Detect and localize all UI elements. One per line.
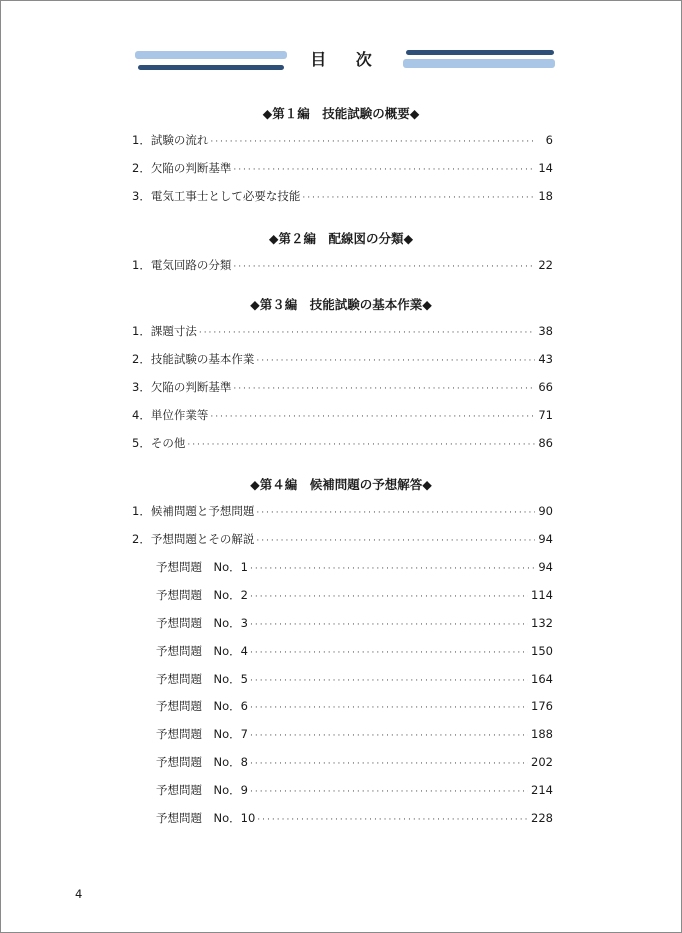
toc-entry[interactable] [132, 351, 553, 367]
toc-entry-label: 3．電気工事士として必要な技能 [132, 189, 301, 203]
toc-entry-label: 4．単位作業等 [132, 408, 209, 422]
toc-entry-label: 予想問題 No．2 [156, 588, 248, 602]
toc-entry[interactable] [132, 160, 553, 176]
toc-entry-page: 164 [531, 672, 553, 686]
toc-sub-entry[interactable] [156, 671, 553, 687]
toc-entry-label: 1．試験の流れ [132, 133, 209, 147]
dot-leader [250, 645, 528, 661]
dot-leader [302, 190, 535, 206]
toc-entry-page: 14 [538, 161, 553, 175]
toc-entry-page: 86 [538, 436, 553, 450]
dot-leader [250, 673, 528, 689]
section-heading-2: ◆第２編 配線図の分類◆ [268, 231, 414, 246]
toc-entry-page: 132 [531, 616, 553, 630]
dot-leader [250, 589, 528, 605]
toc-entry-label: 1．電気回路の分類 [132, 258, 232, 272]
toc-sub-entry[interactable] [156, 559, 553, 575]
toc-entry-label: 予想問題 No．10 [156, 811, 256, 825]
toc-entry-label: 予想問題 No．9 [156, 783, 248, 797]
dot-leader [256, 505, 535, 521]
toc-entry-page: 176 [531, 699, 553, 713]
title-header [1, 45, 681, 75]
toc-entry-page: 228 [531, 811, 553, 825]
toc-entry[interactable] [132, 407, 553, 423]
toc-entry-page: 6 [545, 133, 553, 147]
toc-entry-page: 94 [538, 560, 553, 574]
dot-leader [257, 812, 528, 828]
dot-leader [233, 381, 535, 397]
toc-entry-label: 予想問題 No．3 [156, 616, 248, 630]
toc-entry-label: 予想問題 No．6 [156, 699, 248, 713]
dot-leader [187, 437, 535, 453]
toc-entry-page: 18 [538, 189, 553, 203]
toc-entry-label: 2．技能試験の基本作業 [132, 352, 255, 366]
toc-entry-page: 66 [538, 380, 553, 394]
toc-entry-label: 1．課題寸法 [132, 324, 197, 338]
toc-entry-page: 71 [538, 408, 553, 422]
dot-leader [256, 353, 535, 369]
toc-sub-entry[interactable] [156, 587, 553, 603]
section-heading-4: ◆第４編 候補問題の予想解答◆ [250, 477, 432, 492]
toc-sub-entry[interactable] [156, 726, 553, 742]
dot-leader [250, 784, 528, 800]
toc-entry-page: 188 [531, 727, 553, 741]
toc-entry-page: 22 [538, 258, 553, 272]
page-title: 目 次 [310, 50, 384, 69]
dot-leader [250, 700, 528, 716]
toc-entry-label: 5．その他 [132, 436, 186, 450]
toc-entry-label: 予想問題 No．1 [156, 560, 248, 574]
toc-entry[interactable] [132, 531, 553, 547]
dot-leader [210, 409, 535, 425]
toc-entry-label: 2．予想問題とその解説 [132, 532, 255, 546]
toc-entry-page: 202 [531, 755, 553, 769]
toc-entry-page: 114 [531, 588, 553, 602]
toc-entry-label: 予想問題 No．8 [156, 755, 248, 769]
toc-entry-label: 予想問題 No．4 [156, 644, 248, 658]
toc-entry-label: 3．欠陥の判断基準 [132, 380, 232, 394]
toc-sub-entry[interactable] [156, 698, 553, 714]
toc-sub-entry[interactable] [156, 615, 553, 631]
toc-entry[interactable] [132, 379, 553, 395]
dot-leader [233, 162, 535, 178]
toc-entry[interactable] [132, 503, 553, 519]
toc-entry-page: 94 [538, 532, 553, 546]
toc-entry[interactable] [132, 257, 553, 273]
toc-sub-entry[interactable] [156, 754, 553, 770]
toc-entry-page: 90 [538, 504, 553, 518]
page-number: 4 [75, 887, 83, 901]
toc-entry-page: 214 [531, 783, 553, 797]
toc-entry[interactable] [132, 435, 553, 451]
section-heading-1: ◆第１編 技能試験の概要◆ [262, 106, 420, 121]
toc-entry[interactable] [132, 132, 553, 148]
toc-entry-label: 1．候補問題と予想問題 [132, 504, 255, 518]
toc-entry-label: 2．欠陥の判断基準 [132, 161, 232, 175]
dot-leader [250, 561, 535, 577]
toc-sub-entry[interactable] [156, 782, 553, 798]
toc-entry-label: 予想問題 No．5 [156, 672, 248, 686]
toc-entry-page: 150 [531, 644, 553, 658]
toc-entry-page: 43 [538, 352, 553, 366]
toc-entry[interactable] [132, 188, 553, 204]
dot-leader [256, 533, 535, 549]
toc-sub-entry[interactable] [156, 643, 553, 659]
dot-leader [233, 259, 535, 275]
section-heading-3: ◆第３編 技能試験の基本作業◆ [250, 297, 432, 312]
toc-entry-label: 予想問題 No．7 [156, 727, 248, 741]
dot-leader [250, 756, 528, 772]
dot-leader [199, 325, 536, 341]
toc-entry-page: 38 [538, 324, 553, 338]
dot-leader [210, 134, 536, 150]
toc-entry[interactable] [132, 323, 553, 339]
toc-sub-entry[interactable] [156, 810, 553, 826]
dot-leader [250, 728, 528, 744]
dot-leader [250, 617, 528, 633]
